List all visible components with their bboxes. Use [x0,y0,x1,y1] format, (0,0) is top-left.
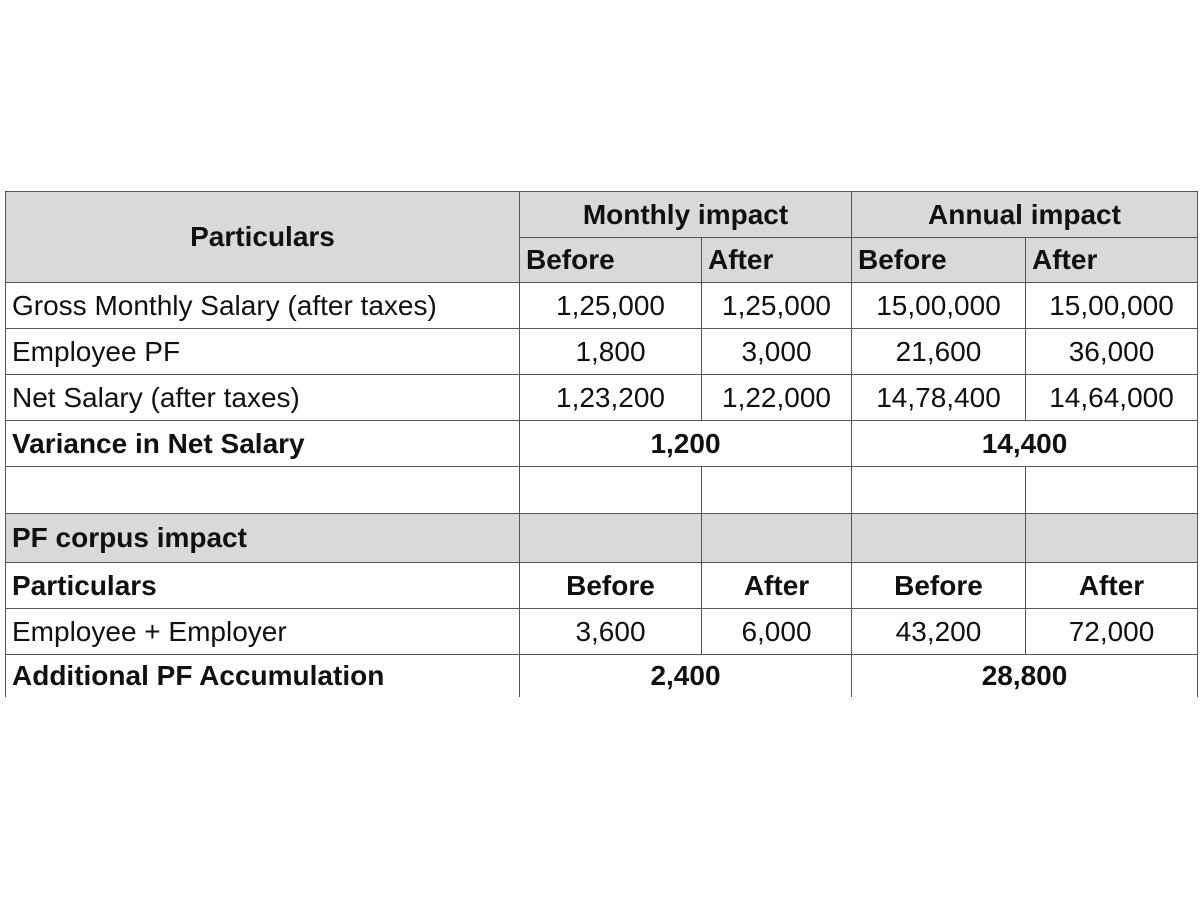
header-particulars: Particulars [6,192,520,283]
header-monthly-before: Before [520,238,702,283]
table-row [6,609,1198,655]
cell-monthly-after: 1,25,000 [702,283,852,329]
salary-pf-impact-table [5,191,1198,697]
blank-row [6,467,1198,514]
blank-cell [702,467,852,514]
cell-annual-before: 15,00,000 [852,283,1026,329]
table-row [6,283,1198,329]
pf-section-title: PF corpus impact [6,514,520,563]
cell-annual-before: 43,200 [852,609,1026,655]
row-label: Employee PF [6,329,520,375]
header-row-top [6,192,1198,238]
cell-monthly-before: 1,23,200 [520,375,702,421]
header-annual-impact: Annual impact [852,192,1198,238]
cell-annual-after: 72,000 [1026,609,1198,655]
pf-section-header-row [6,514,1198,563]
additional-pf-label: Additional PF Accumulation [6,655,520,698]
cell-annual-after: 14,64,000 [1026,375,1198,421]
cell-monthly-after: 1,22,000 [702,375,852,421]
header-monthly-impact: Monthly impact [520,192,852,238]
blank-cell [6,467,520,514]
row-label: Net Salary (after taxes) [6,375,520,421]
cell-annual-after: 36,000 [1026,329,1198,375]
variance-monthly: 1,200 [520,421,852,467]
header-annual-after: After [1026,238,1198,283]
blank-cell [520,467,702,514]
cell-annual-after: 15,00,000 [1026,283,1198,329]
header-annual-before: Before [852,238,1026,283]
blank-cell [852,467,1026,514]
additional-pf-monthly: 2,400 [520,655,852,698]
cell-monthly-before: 3,600 [520,609,702,655]
pf-section-fill [702,514,852,563]
pf-header-annual-after: After [1026,563,1198,609]
row-label: Gross Monthly Salary (after taxes) [6,283,520,329]
row-label: Employee + Employer [6,609,520,655]
cell-monthly-after: 3,000 [702,329,852,375]
pf-header-annual-before: Before [852,563,1026,609]
additional-pf-annual: 28,800 [852,655,1198,698]
variance-annual: 14,400 [852,421,1198,467]
header-monthly-after: After [702,238,852,283]
additional-pf-row [6,655,1198,698]
variance-label: Variance in Net Salary [6,421,520,467]
variance-row [6,421,1198,467]
pf-section-fill [520,514,702,563]
pf-section-fill [1026,514,1198,563]
cell-monthly-before: 1,25,000 [520,283,702,329]
pf-header-monthly-before: Before [520,563,702,609]
table-row [6,375,1198,421]
pf-section-fill [852,514,1026,563]
cell-monthly-after: 6,000 [702,609,852,655]
pf-header-particulars: Particulars [6,563,520,609]
table-row [6,329,1198,375]
cell-annual-before: 21,600 [852,329,1026,375]
pf-header-monthly-after: After [702,563,852,609]
pf-header-row [6,563,1198,609]
blank-cell [1026,467,1198,514]
cell-monthly-before: 1,800 [520,329,702,375]
cell-annual-before: 14,78,400 [852,375,1026,421]
